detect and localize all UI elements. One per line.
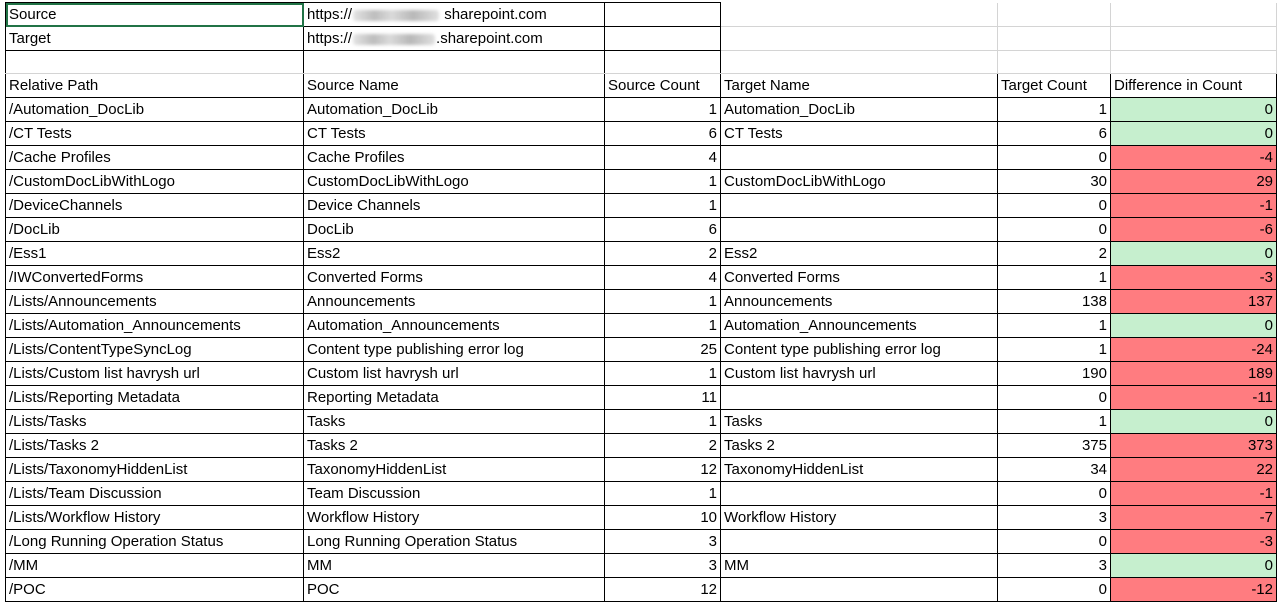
cell-target-count[interactable]: 0 [998, 386, 1111, 410]
cell-difference[interactable]: -3 [1111, 530, 1277, 554]
cell-target-name[interactable]: Automation_Announcements [721, 314, 998, 338]
cell-difference[interactable]: 22 [1111, 458, 1277, 482]
cell-difference[interactable]: 0 [1111, 98, 1277, 122]
cell-target-count[interactable]: 375 [998, 434, 1111, 458]
cell-relative-path[interactable]: /Long Running Operation Status [6, 530, 304, 554]
cell-target-count[interactable]: 2 [998, 242, 1111, 266]
cell-difference[interactable]: 0 [1111, 554, 1277, 578]
header-source-name[interactable]: Source Name [304, 74, 605, 98]
cell-target-count[interactable]: 0 [998, 194, 1111, 218]
table-row [6, 314, 1277, 338]
cell-relative-path[interactable]: /MM [6, 554, 304, 578]
cell-source-url[interactable] [304, 3, 605, 27]
cell-source-count[interactable]: 1 [605, 410, 721, 434]
table-row [6, 218, 1277, 242]
cell-source-name[interactable]: Announcements [304, 290, 605, 314]
cell-relative-path[interactable]: /Cache Profiles [6, 146, 304, 170]
cell-target-count[interactable]: 1 [998, 338, 1111, 362]
cell-source-name[interactable]: Automation_DocLib [304, 98, 605, 122]
cell-target-name[interactable] [721, 386, 998, 410]
table-row [6, 386, 1277, 410]
cell-target-name[interactable] [721, 218, 998, 242]
table-row [6, 338, 1277, 362]
cell-source-name[interactable]: Workflow History [304, 506, 605, 530]
cell-relative-path[interactable]: /CT Tests [6, 122, 304, 146]
blank-row [6, 51, 1277, 74]
cell-target-name[interactable]: Custom list havrysh url [721, 362, 998, 386]
cell-source-count[interactable]: 1 [605, 98, 721, 122]
cell-target-name[interactable]: MM [721, 554, 998, 578]
cell-target-count[interactable]: 3 [998, 554, 1111, 578]
cell-relative-path[interactable]: /Lists/Announcements [6, 290, 304, 314]
cell-source-count[interactable]: 1 [605, 194, 721, 218]
cell-difference[interactable]: -4 [1111, 146, 1277, 170]
table-row [6, 242, 1277, 266]
cell-difference[interactable]: 0 [1111, 122, 1277, 146]
cell-relative-path[interactable]: /POC [6, 578, 304, 602]
cell-source-name[interactable]: CustomDocLibWithLogo [304, 170, 605, 194]
cell-difference[interactable]: -24 [1111, 338, 1277, 362]
cell-source-count[interactable]: 12 [605, 578, 721, 602]
cell-source-count[interactable]: 11 [605, 386, 721, 410]
cell-source-name[interactable]: Reporting Metadata [304, 386, 605, 410]
cell-target-name[interactable]: CT Tests [721, 122, 998, 146]
cell-target-name[interactable]: Tasks [721, 410, 998, 434]
cell-target-count[interactable]: 34 [998, 458, 1111, 482]
cell-source-name[interactable]: Cache Profiles [304, 146, 605, 170]
cell-target-name[interactable] [721, 530, 998, 554]
source-url-suffix: sharepoint.com [440, 6, 547, 23]
cell-source-name[interactable]: CT Tests [304, 122, 605, 146]
cell-source-name[interactable]: Automation_Announcements [304, 314, 605, 338]
cell-difference[interactable]: -11 [1111, 386, 1277, 410]
table-row [6, 458, 1277, 482]
header-source-count[interactable]: Source Count [605, 74, 721, 98]
cell-target-count[interactable]: 0 [998, 482, 1111, 506]
cell-source-name[interactable]: Team Discussion [304, 482, 605, 506]
cell-target-name[interactable]: Announcements [721, 290, 998, 314]
cell-difference[interactable]: 137 [1111, 290, 1277, 314]
spreadsheet-grid [5, 2, 1277, 602]
cell-source-name[interactable]: Content type publishing error log [304, 338, 605, 362]
cell-relative-path[interactable]: /Ess1 [6, 242, 304, 266]
cell-relative-path[interactable]: /Lists/Reporting Metadata [6, 386, 304, 410]
cell-empty[interactable] [605, 3, 721, 27]
cell-difference[interactable]: -6 [1111, 218, 1277, 242]
cell-source-count[interactable]: 25 [605, 338, 721, 362]
cell-relative-path[interactable]: /Lists/Team Discussion [6, 482, 304, 506]
table-row [6, 266, 1277, 290]
cell-relative-path[interactable]: /Lists/Automation_Announcements [6, 314, 304, 338]
cell-source-count[interactable]: 1 [605, 314, 721, 338]
table-row [6, 122, 1277, 146]
table-row [6, 578, 1277, 602]
cell-source-name[interactable]: Ess2 [304, 242, 605, 266]
redacted-host-blur [353, 10, 439, 21]
cell-source-count[interactable]: 1 [605, 290, 721, 314]
redacted-host-blur [353, 34, 435, 45]
cell-empty[interactable] [998, 51, 1111, 74]
table-row [6, 506, 1277, 530]
cell-difference[interactable]: 189 [1111, 362, 1277, 386]
cell-target-name[interactable]: Workflow History [721, 506, 998, 530]
cell-relative-path[interactable]: /Lists/ContentTypeSyncLog [6, 338, 304, 362]
cell-source-name[interactable]: MM [304, 554, 605, 578]
cell-target-count[interactable]: 138 [998, 290, 1111, 314]
cell-empty[interactable] [1111, 51, 1277, 74]
cell-empty[interactable] [998, 3, 1111, 27]
cell-difference[interactable]: 0 [1111, 410, 1277, 434]
cell-relative-path[interactable]: /Lists/Custom list havrysh url [6, 362, 304, 386]
cell-target-count[interactable]: 6 [998, 122, 1111, 146]
cell-target-url[interactable] [304, 27, 605, 51]
cell-source-count[interactable]: 1 [605, 170, 721, 194]
cell-source-count[interactable]: 6 [605, 122, 721, 146]
cell-difference[interactable]: -1 [1111, 194, 1277, 218]
source-url-row [6, 3, 1277, 27]
cell-target-count[interactable]: 1 [998, 410, 1111, 434]
cell-source-name[interactable]: POC [304, 578, 605, 602]
cell-source-count[interactable]: 10 [605, 506, 721, 530]
cell-source-count[interactable]: 12 [605, 458, 721, 482]
header-target-name[interactable]: Target Name [721, 74, 998, 98]
cell-relative-path[interactable]: /Automation_DocLib [6, 98, 304, 122]
cell-source-count[interactable]: 3 [605, 530, 721, 554]
table-row [6, 362, 1277, 386]
cell-relative-path[interactable]: /Lists/Tasks [6, 410, 304, 434]
cell-relative-path[interactable]: /CustomDocLibWithLogo [6, 170, 304, 194]
cell-difference[interactable]: 0 [1111, 314, 1277, 338]
table-row [6, 434, 1277, 458]
cell-target-name[interactable] [721, 146, 998, 170]
cell-target-count[interactable]: 0 [998, 578, 1111, 602]
cell-target-count[interactable]: 1 [998, 98, 1111, 122]
cell-source-name[interactable]: DocLib [304, 218, 605, 242]
cell-source-count[interactable]: 1 [605, 362, 721, 386]
table-row [6, 410, 1277, 434]
cell-source-count[interactable]: 6 [605, 218, 721, 242]
table-row [6, 98, 1277, 122]
source-url-prefix: https:// [307, 6, 353, 23]
cell-source-label[interactable]: Source [6, 3, 304, 27]
cell-target-count[interactable]: 30 [998, 170, 1111, 194]
cell-source-count[interactable]: 4 [605, 146, 721, 170]
cell-target-name[interactable]: TaxonomyHiddenList [721, 458, 998, 482]
cell-target-count[interactable]: 0 [998, 146, 1111, 170]
cell-target-count[interactable]: 3 [998, 506, 1111, 530]
cell-source-name[interactable]: Tasks 2 [304, 434, 605, 458]
cell-relative-path[interactable]: /DeviceChannels [6, 194, 304, 218]
cell-empty[interactable] [304, 51, 605, 74]
table-row [6, 290, 1277, 314]
cell-target-name[interactable]: Content type publishing error log [721, 338, 998, 362]
cell-source-name[interactable]: Device Channels [304, 194, 605, 218]
cell-relative-path[interactable]: /Lists/Tasks 2 [6, 434, 304, 458]
cell-relative-path[interactable]: /DocLib [6, 218, 304, 242]
cell-difference[interactable]: -3 [1111, 266, 1277, 290]
cell-difference[interactable]: 0 [1111, 242, 1277, 266]
header-target-count[interactable]: Target Count [998, 74, 1111, 98]
cell-empty[interactable] [721, 3, 998, 27]
cell-target-name[interactable] [721, 194, 998, 218]
cell-source-name[interactable]: Long Running Operation Status [304, 530, 605, 554]
cell-difference[interactable]: -12 [1111, 578, 1277, 602]
cell-source-name[interactable]: Converted Forms [304, 266, 605, 290]
cell-target-count[interactable]: 190 [998, 362, 1111, 386]
cell-source-count[interactable]: 2 [605, 242, 721, 266]
cell-empty[interactable] [721, 27, 998, 51]
cell-source-count[interactable]: 4 [605, 266, 721, 290]
cell-empty[interactable] [605, 51, 721, 74]
cell-relative-path[interactable]: /Lists/TaxonomyHiddenList [6, 458, 304, 482]
target-url-suffix: .sharepoint.com [436, 30, 543, 47]
table-row [6, 482, 1277, 506]
cell-empty[interactable] [1111, 27, 1277, 51]
cell-target-name[interactable]: CustomDocLibWithLogo [721, 170, 998, 194]
cell-target-name[interactable] [721, 482, 998, 506]
cell-target-name[interactable]: Converted Forms [721, 266, 998, 290]
cell-target-count[interactable]: 1 [998, 266, 1111, 290]
cell-source-count[interactable]: 2 [605, 434, 721, 458]
cell-source-count[interactable]: 3 [605, 554, 721, 578]
cell-relative-path[interactable]: /IWConvertedForms [6, 266, 304, 290]
cell-target-name[interactable]: Ess2 [721, 242, 998, 266]
cell-empty[interactable] [1111, 3, 1277, 27]
cell-target-count[interactable]: 0 [998, 218, 1111, 242]
cell-difference[interactable]: -1 [1111, 482, 1277, 506]
cell-source-count[interactable]: 1 [605, 482, 721, 506]
cell-source-name[interactable]: Custom list havrysh url [304, 362, 605, 386]
cell-target-name[interactable]: Tasks 2 [721, 434, 998, 458]
cell-source-name[interactable]: Tasks [304, 410, 605, 434]
cell-target-label[interactable]: Target [6, 27, 304, 51]
cell-difference[interactable]: -7 [1111, 506, 1277, 530]
target-url-prefix: https:// [307, 30, 353, 47]
cell-target-name[interactable]: Automation_DocLib [721, 98, 998, 122]
cell-source-name[interactable]: TaxonomyHiddenList [304, 458, 605, 482]
column-header-row [6, 74, 1277, 98]
target-url-row [6, 27, 1277, 51]
table-row [6, 170, 1277, 194]
cell-empty[interactable] [998, 27, 1111, 51]
header-difference-in-count[interactable]: Difference in Count [1111, 74, 1277, 98]
cell-empty[interactable] [6, 51, 304, 74]
header-relative-path[interactable]: Relative Path [6, 74, 304, 98]
cell-difference[interactable]: 373 [1111, 434, 1277, 458]
cell-empty[interactable] [605, 27, 721, 51]
table-row [6, 194, 1277, 218]
cell-target-count[interactable]: 1 [998, 314, 1111, 338]
table-row [6, 530, 1277, 554]
cell-target-count[interactable]: 0 [998, 530, 1111, 554]
cell-difference[interactable]: 29 [1111, 170, 1277, 194]
cell-empty[interactable] [721, 51, 998, 74]
table-row [6, 554, 1277, 578]
cell-relative-path[interactable]: /Lists/Workflow History [6, 506, 304, 530]
cell-target-name[interactable] [721, 578, 998, 602]
table-row [6, 146, 1277, 170]
